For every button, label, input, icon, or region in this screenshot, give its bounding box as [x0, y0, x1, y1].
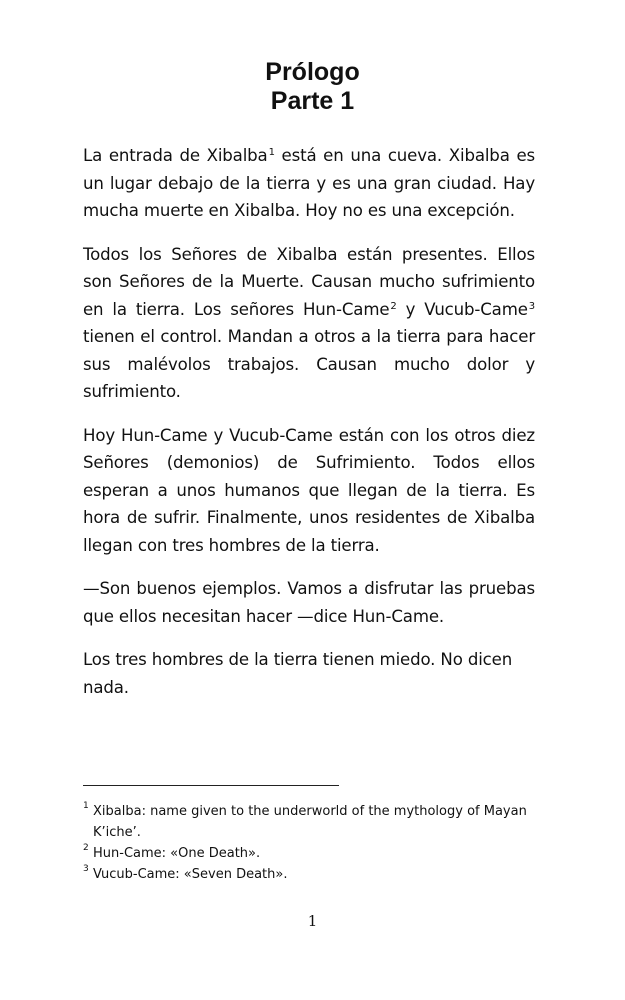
footnote-ref-2: 2 [390, 300, 397, 312]
paragraph-5: Los tres hombres de la tierra tienen miedo. No dicen nada. [83, 650, 513, 697]
footnote-text: Vucub-Came: «Seven Death». [93, 867, 288, 882]
footnote-number: 2 [83, 843, 89, 853]
footnote-number: 1 [83, 801, 89, 811]
footnote-item [83, 801, 543, 843]
chapter-subtitle: Parte 1 [270, 87, 355, 115]
footnote-ref-3: 3 [528, 300, 535, 312]
paragraph-2-text-b: y Vucub-Came [396, 299, 528, 319]
chapter-heading [0, 58, 625, 116]
paragraph-4: —Son buenos ejemplos. Vamos a disfrutar las pruebas que ellos necesitan hacer —dice Hun-Came. [83, 579, 535, 626]
footnote-text: Xibalba: name given to the underworld of the mythology of Mayan K’iche’. [93, 804, 527, 840]
paragraph-2-text-a: Todos los Señores de Xibalba están presentes. Ellos son Señores de la Muerte. Causan mucho sufrimiento en la tierra. Los señores Hun-Came [83, 244, 535, 319]
page-number: 1 [307, 912, 318, 930]
footnotes [83, 801, 543, 885]
paragraph-2 [83, 241, 535, 406]
paragraph-1 [83, 142, 535, 225]
body-text [83, 142, 535, 717]
paragraph-2-text-c: tienen el control. Mandan a otros a la tierra para hacer sus malévolos trabajos. Causan mucho dolor y sufrimiento. [83, 327, 535, 401]
footnote-divider [83, 785, 339, 786]
footnote-ref-1: 1 [268, 147, 275, 158]
paragraph-1-text-a: La entrada de Xibalba [83, 146, 268, 165]
paragraph-1-text-b: está en una cueva. Xibalba es un lugar debajo de la tierra y es una gran ciudad. Hay mucha muerte en Xibalba. Hoy no es una excepción. [83, 146, 535, 220]
footnote-text: Hun-Came: «One Death». [93, 846, 261, 861]
footnote-item [83, 864, 543, 885]
paragraph-3: Hoy Hun-Came y Vucub-Came están con los otros diez Señores (demonios) de Sufrimiento. Todos ellos esperan a unos humanos que llegan de la tierra. Es hora de sufrir. Finalmente, unos residentes de Xibalba llegan con tres hombres de la tierra. [83, 425, 535, 555]
footnote-number: 3 [83, 864, 89, 874]
chapter-title: Prólogo [265, 58, 360, 86]
footnote-item [83, 843, 543, 864]
